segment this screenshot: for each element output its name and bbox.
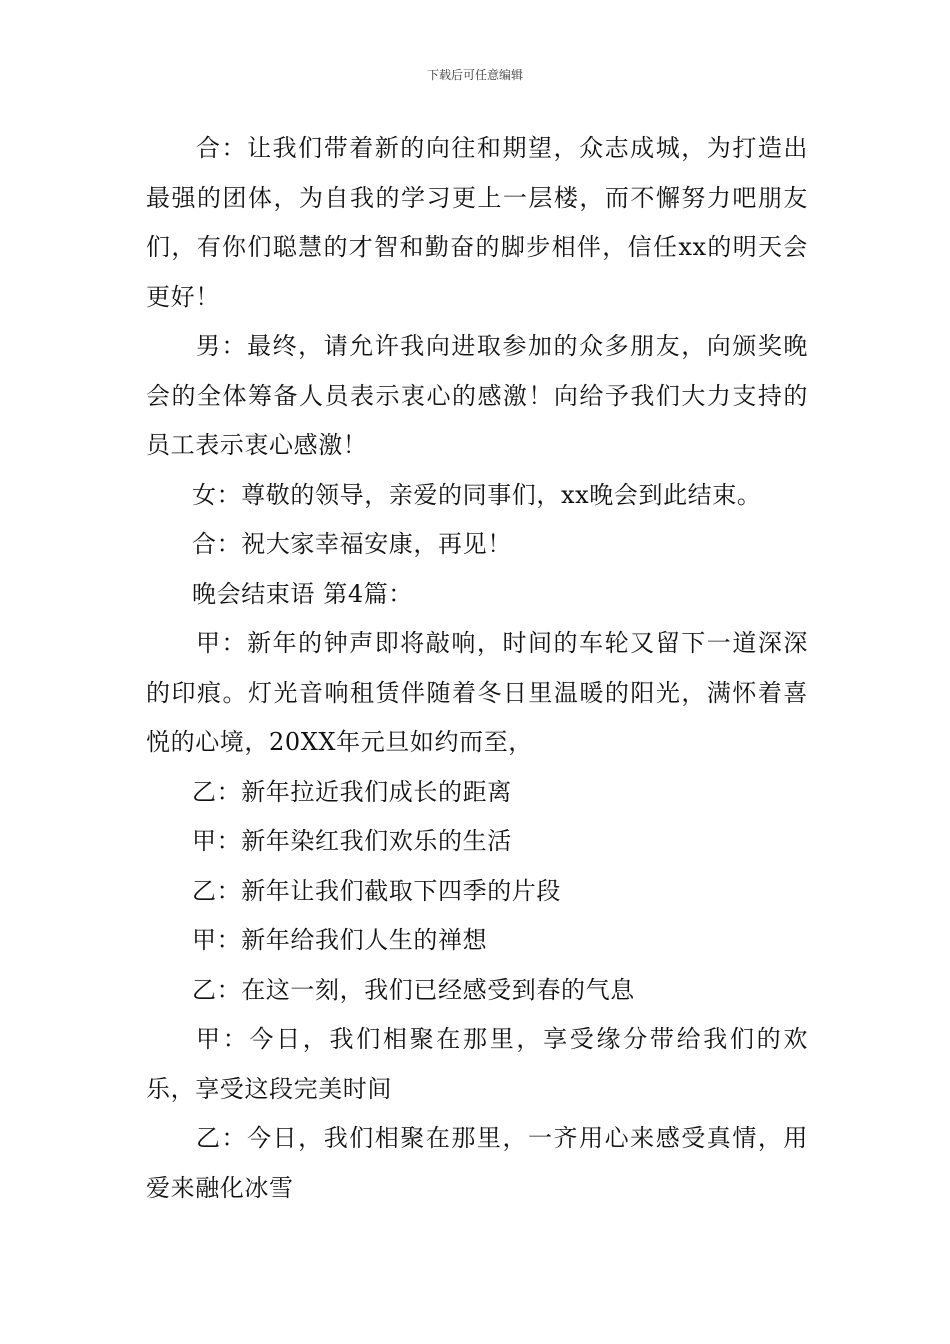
line-yi-1: 乙：新年拉近我们成长的距离 — [192, 777, 512, 806]
paragraph-jia-opening: 甲：新年的钟声即将敲响，时间的车轮又留下一道深深的印痕。灯光音响租赁伴随着冬日里温暖的阳光，满怀着喜悦的心境，20XX年元旦如约而至， — [146, 629, 808, 756]
paragraph-yi-gather: 乙：今日，我们相聚在那里，一齐用心来感受真情，用爱来融化冰雪 — [146, 1124, 808, 1202]
line-yi-2: 乙：新年让我们截取下四季的片段 — [192, 876, 561, 905]
paragraph-jia-gather: 甲：今日，我们相聚在那里，享受缘分带给我们的欢乐，享受这段完美时间 — [146, 1025, 808, 1103]
document-body — [146, 124, 808, 1213]
paragraph-male-thanks: 男：最终，请允许我向进取参加的众多朋友，向颁奖晚会的全体筹备人员表示衷心的感激！向给予我们大力支持的员工表示衷心感激！ — [146, 332, 808, 459]
paragraph-closing-together: 合：让我们带着新的向往和期望，众志成城，为打造出最强的团体，为自我的学习更上一层楼，而不懈努力吧朋友们，有你们聪慧的才智和勤奋的脚步相伴，信任xx的明天会更好！ — [146, 134, 808, 311]
section-heading: 晚会结束语 第4篇： — [192, 579, 413, 608]
page-header: 下载后可任意编辑 — [426, 68, 523, 82]
line-yi-3: 乙：在这一刻，我们已经感受到春的气息 — [192, 975, 635, 1004]
paragraph-female-end: 女：尊敬的领导，亲爱的同事们，xx晚会到此结束。 — [192, 480, 762, 509]
line-jia-2: 甲：新年给我们人生的禅想 — [192, 926, 488, 954]
line-jia-1: 甲：新年染红我们欢乐的生活 — [192, 827, 512, 855]
paragraph-farewell: 合：祝大家幸福安康，再见！ — [192, 530, 512, 558]
